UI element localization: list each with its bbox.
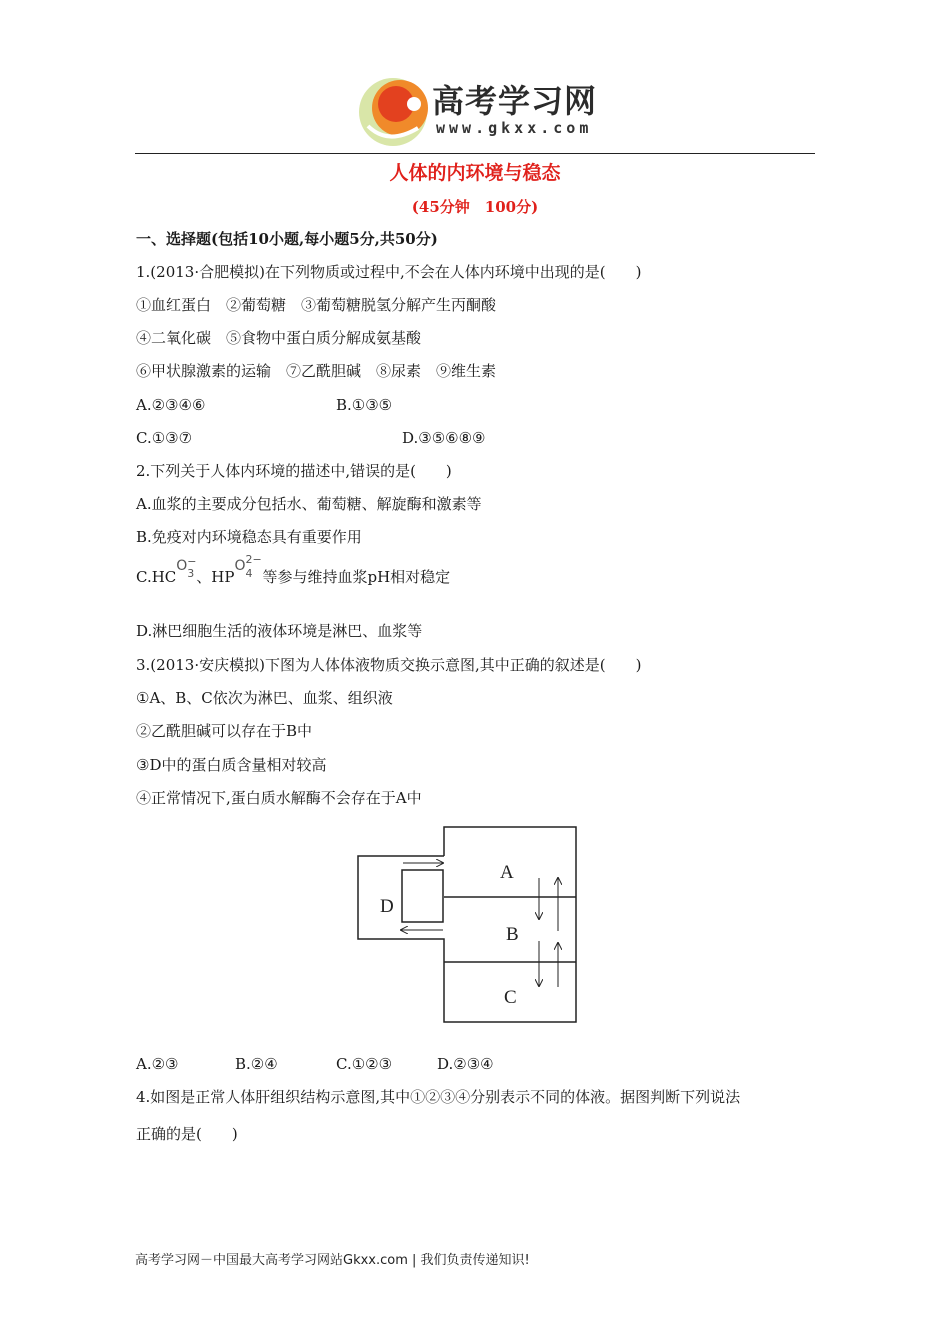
q3-option-a: A.②③ <box>136 1055 179 1073</box>
bicarbonate-charge: − <box>187 555 197 568</box>
q1-option-b: B.①③⑤ <box>336 396 393 414</box>
q2-option-b: B.免疫对内环境稳态具有重要作用 <box>136 528 362 546</box>
q2-option-a: A.血浆的主要成分包括水、葡萄糖、解旋酶和激素等 <box>136 495 482 513</box>
q2-stem: 2.下列关于人体内环境的描述中,错误的是( ) <box>136 462 452 480</box>
q4-stem-line-1: 4.如图是正常人体肝组织结构示意图,其中①②③④分别表示不同的体液。据图判断下列说法 <box>136 1088 741 1106</box>
q3-statement-2: ②乙酰胆碱可以存在于B中 <box>136 722 313 740</box>
q3-statement-4: ④正常情况下,蛋白质水解酶不会存在于A中 <box>136 789 422 807</box>
bicarbonate-ion: O <box>176 558 188 574</box>
section-heading: 一、选择题(包括10小题,每小题5分,共50分) <box>136 230 438 248</box>
site-name: 高考学习网 <box>432 82 598 120</box>
header-divider <box>135 153 815 154</box>
q2-option-c <box>136 553 451 587</box>
q4-stem-line-2: 正确的是( ) <box>136 1125 238 1143</box>
q3-option-d: D.②③④ <box>437 1055 494 1073</box>
q1-item-line-3: ⑥甲状腺激素的运输 ⑦乙酰胆碱 ⑧尿素 ⑨维生素 <box>136 362 497 380</box>
site-url: www.gkxx.com <box>436 119 593 137</box>
page-subtitle: (45分钟 100分) <box>411 198 539 216</box>
q3-stem: 3.(2013·安庆模拟)下图为人体体液物质交换示意图,其中正确的叙述是( ) <box>136 656 642 674</box>
page-title: 人体的内环境与稳态 <box>389 162 561 184</box>
q1-option-d: D.③⑤⑥⑧⑨ <box>402 429 486 447</box>
phosphate-ion: O <box>234 558 246 574</box>
label-d: D <box>380 896 394 917</box>
q3-statement-3: ③D中的蛋白质含量相对较高 <box>136 756 327 774</box>
phosphate-subscript: 4 <box>245 567 253 580</box>
bicarbonate-subscript: 3 <box>187 567 195 580</box>
q2-option-c-prefix: C.HC <box>136 568 177 586</box>
q3-option-b: B.②④ <box>235 1055 278 1073</box>
q1-item-line-1: ①血红蛋白 ②葡萄糖 ③葡萄糖脱氢分解产生丙酮酸 <box>136 296 497 314</box>
q3-option-c: C.①②③ <box>336 1055 393 1073</box>
q2-option-c-suffix: 等参与维持血浆pH相对稳定 <box>262 568 451 586</box>
q1-option-c: C.①③⑦ <box>136 429 193 447</box>
label-c: C <box>504 987 517 1008</box>
label-b: B <box>506 924 519 945</box>
label-a: A <box>500 862 514 883</box>
phosphate-charge: 2− <box>245 553 262 566</box>
q1-stem: 1.(2013·合肥模拟)在下列物质或过程中,不会在人体内环境中出现的是( ) <box>136 263 642 281</box>
q1-item-line-2: ④二氧化碳 ⑤食物中蛋白质分解成氨基酸 <box>136 329 422 347</box>
q2-option-c-middle: 、HP <box>196 568 235 586</box>
page-footer: 高考学习网－中国最大高考学习网站Gkxx.com | 我们负责传递知识! <box>135 1253 530 1268</box>
q1-option-a: A.②③④⑥ <box>136 396 206 414</box>
body-fluid-exchange-diagram <box>355 823 581 1026</box>
q3-statement-1: ①A、B、C依次为淋巴、血浆、组织液 <box>136 689 393 707</box>
q2-option-d: D.淋巴细胞生活的液体环境是淋巴、血浆等 <box>136 622 423 640</box>
